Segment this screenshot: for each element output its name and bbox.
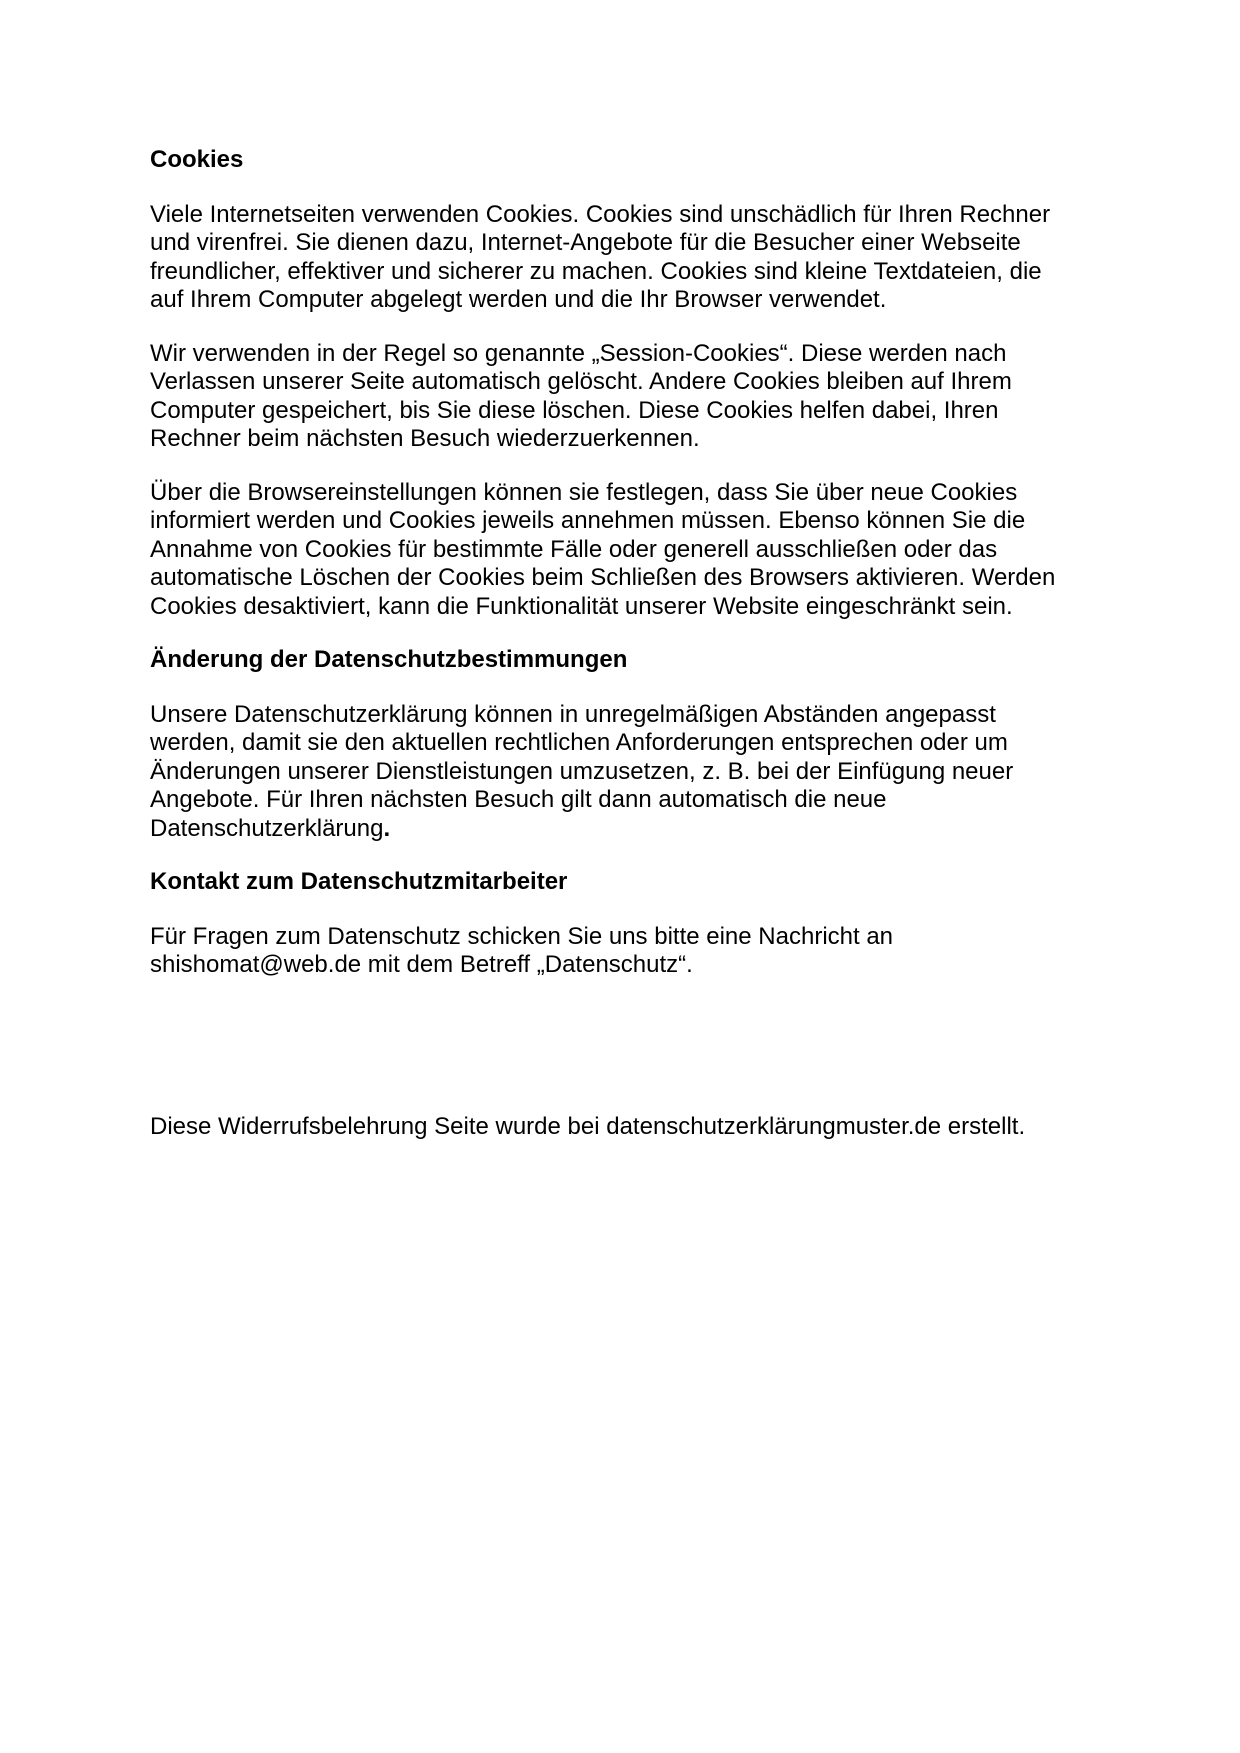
text-line: automatische Löschen der Cookies beim Schließen des Browsers aktivieren. Werden xyxy=(150,564,1056,591)
text-line: Verlassen unserer Seite automatisch gelöscht. Andere Cookies bleiben auf Ihrem xyxy=(150,368,1012,395)
text-line: freundlicher, effektiver und sicherer zu machen. Cookies sind kleine Textdateien, die xyxy=(150,257,1042,285)
paragraph-cookies-intro xyxy=(150,201,1110,315)
text-line: informiert werden und Cookies jeweils annehmen müssen. Ebenso können Sie die xyxy=(150,507,1026,534)
text-line-last xyxy=(150,815,1110,844)
bold-period: . xyxy=(383,814,391,842)
text-line: Viele Internetseiten verwenden Cookies. Cookies sind unschädlich für Ihren Rechner xyxy=(150,200,1051,228)
text-line: Über die Browsereinstellungen können sie festlegen, dass Sie über neue Cookies xyxy=(150,478,1018,506)
text-line: Computer gespeichert, bis Sie diese löschen. Diese Cookies helfen dabei, Ihren xyxy=(150,396,999,424)
text-line: Änderungen unserer Dienstleistungen umzusetzen, z. B. bei der Einfügung neuer xyxy=(150,757,1014,785)
text-line: und virenfrei. Sie dienen dazu, Internet-Angebote für die Besucher einer Webseite xyxy=(150,229,1021,256)
text-line: Rechner beim nächsten Besuch wiederzuerkennen. xyxy=(150,425,700,452)
paragraph-changes xyxy=(150,701,1110,844)
paragraph-browser-settings xyxy=(150,479,1110,622)
section-heading-cookies: Cookies xyxy=(150,146,244,173)
paragraph-contact xyxy=(150,923,1110,980)
footer-note: Diese Widerrufsbelehrung Seite wurde bei datenschutzerklärungmuster.de erstellt. xyxy=(150,1113,1026,1140)
paragraph-session-cookies xyxy=(150,340,1110,454)
section-heading-contact: Kontakt zum Datenschutzmitarbeiter xyxy=(150,868,568,895)
document-body xyxy=(150,146,1110,1005)
section-heading-changes: Änderung der Datenschutzbestimmungen xyxy=(150,646,628,673)
text-line: Unsere Datenschutzerklärung können in unregelmäßigen Abständen angepasst xyxy=(150,700,996,728)
text-line: Cookies desaktiviert, kann die Funktionalität unserer Website eingeschränkt sein. xyxy=(150,592,1013,620)
text-line: Annahme von Cookies für bestimmte Fälle oder generell ausschließen oder das xyxy=(150,535,998,563)
text-line: Wir verwenden in der Regel so genannte „Session-Cookies“. Diese werden nach xyxy=(150,339,1007,367)
text-line: Für Fragen zum Datenschutz schicken Sie uns bitte eine Nachricht an xyxy=(150,922,894,950)
text-line: auf Ihrem Computer abgelegt werden und die Ihr Browser verwendet. xyxy=(150,286,887,313)
text-line: werden, damit sie den aktuellen rechtlichen Anforderungen entsprechen oder um xyxy=(150,729,1008,756)
text-line: Angebote. Für Ihren nächsten Besuch gilt dann automatisch die neue xyxy=(150,786,887,813)
text-fragment: Datenschutzerklärung xyxy=(150,814,384,842)
text-line: shishomat@web.de mit dem Betreff „Datenschutz“. xyxy=(150,951,693,978)
